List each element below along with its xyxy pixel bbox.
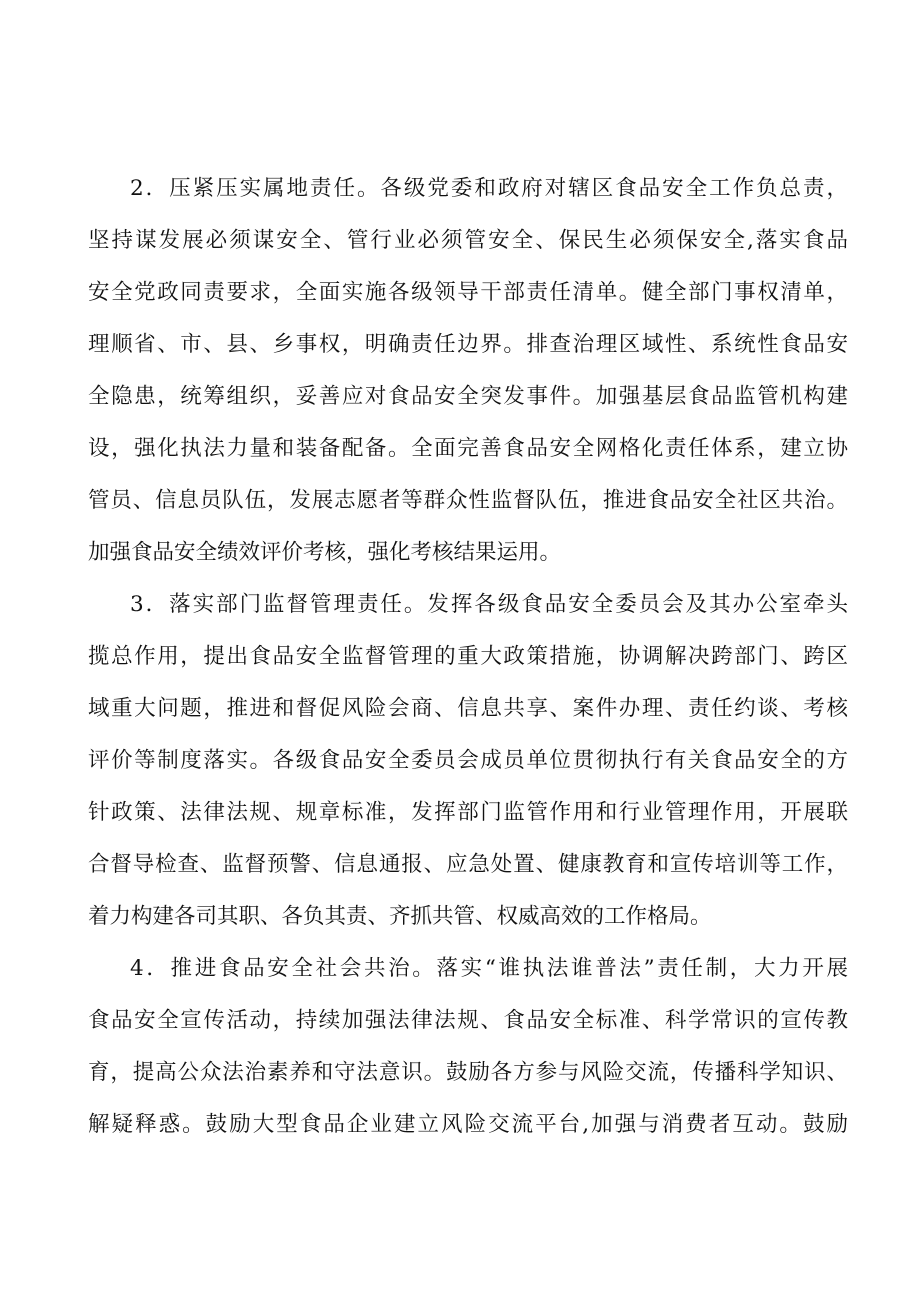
paragraph-line: 评价等制度落实。各级食品安全委员会成员单位贯彻执行有关食品安全的方 xyxy=(88,748,848,773)
paragraph-line: 理顺省、市、县、乡事权，明确责任边界。排查治理区域性、系统性食品安 xyxy=(88,332,848,357)
paragraph-line: 4．推进食品安全社会共治。落实“谁执法谁普法”责任制，大力开展 xyxy=(130,956,848,981)
paragraph-line: 设，强化执法力量和装备配备。全面完善食品安全网格化责任体系，建立协 xyxy=(88,436,848,461)
paragraph-line: 着力构建各司其职、各负其责、齐抓共管、权威高效的工作格局。 xyxy=(88,904,712,929)
paragraph-line: 解疑释惑。鼓励大型食品企业建立风险交流平台,加强与消费者互动。鼓励 xyxy=(88,1112,848,1137)
paragraph-line: 合督导检查、监督预警、信息通报、应急处置、健康教育和宣传培训等工作， xyxy=(88,852,848,877)
paragraph-line: 坚持谋发展必须谋安全、管行业必须管安全、保民生必须保安全,落实食品 xyxy=(88,228,848,253)
paragraph-line: 食品安全宣传活动，持续加强法律法规、食品安全标准、科学常识的宣传教 xyxy=(88,1008,848,1033)
paragraph-line: 加强食品安全绩效评价考核，强化考核结果运用。 xyxy=(88,540,562,565)
paragraph-line: 管员、信息员队伍，发展志愿者等群众性监督队伍，推进食品安全社区共治。 xyxy=(88,488,848,513)
paragraph-line: 全隐患，统筹组织，妥善应对食品安全突发事件。加强基层食品监管机构建 xyxy=(88,384,848,409)
paragraph-line: 揽总作用，提出食品安全监督管理的重大政策措施，协调解决跨部门、跨区 xyxy=(88,644,848,669)
paragraph-line: 安全党政同责要求，全面实施各级领导干部责任清单。健全部门事权清单， xyxy=(88,280,848,305)
paragraph-line: 针政策、法律法规、规章标准，发挥部门监管作用和行业管理作用，开展联 xyxy=(88,800,848,825)
paragraph-line: 育，提高公众法治素养和守法意识。鼓励各方参与风险交流，传播科学知识、 xyxy=(88,1060,848,1085)
paragraph-line: 3．落实部门监督管理责任。发挥各级食品安全委员会及其办公室牵头 xyxy=(130,592,848,617)
paragraph-line: 域重大问题，推进和督促风险会商、信息共享、案件办理、责任约谈、考核 xyxy=(88,696,848,721)
paragraph-line: 2．压紧压实属地责任。各级党委和政府对辖区食品安全工作负总责， xyxy=(130,176,848,201)
